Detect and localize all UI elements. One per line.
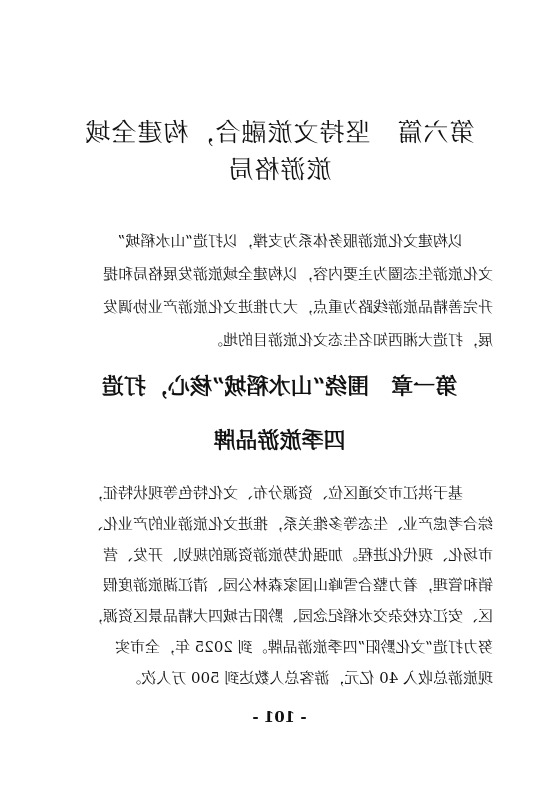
paragraph-line: 市场化、现代化进程。加强优势旅游资源的规划、开发、营 (102, 545, 493, 564)
paragraph-line: 基于洪江市交通区位、资源分布、文化特色等现状特征， (87, 484, 463, 502)
paragraph-line: 努力打造“文化黔阳”四季旅游品牌。到 2025 年，全市实 (114, 637, 493, 656)
part-title-line-1: 第六篇 坚持文旅融合，构建全域 (84, 118, 475, 147)
paragraph-line: 展，打造大湘西知名生态文化旅游目的地。 (207, 331, 493, 349)
paragraph-line: 区、安江农校杂交水稻纪念园、黔阳古城四大精品景区资源， (87, 607, 493, 626)
chapter-title-line-2: 四季旅游品牌 (213, 428, 346, 454)
paragraph-line: 综合考虑产业、生态等多维关系，推进文化旅游业的产业化、 (87, 514, 493, 533)
chapter-title-line-1: 第一章 围绕“山水稻城”核心，打造 (101, 374, 458, 400)
paragraph-line: 以构建文化旅游服务体系为支撑，以打造“山水稻城” (117, 232, 463, 250)
intro-paragraph (63, 229, 493, 361)
paragraph-line: 销和管理，着力整合雪峰山国家森林公园、清江湖旅游度假 (102, 576, 493, 595)
page-number: - 101 - (252, 708, 307, 726)
paragraph-line: 现旅游总收入 40 亿元，游客总人数达到 500 万人次。 (126, 668, 493, 687)
paragraph-line: 升完善精品旅游线路为重点，大力推进文化旅游产业协调发 (102, 298, 493, 316)
paragraph-line: 文化旅游生态圈为主要内容，以构建全域旅游发展格局和提 (102, 265, 493, 283)
part-title-line-2: 旅游格局 (227, 155, 332, 184)
body-paragraph (63, 481, 493, 697)
